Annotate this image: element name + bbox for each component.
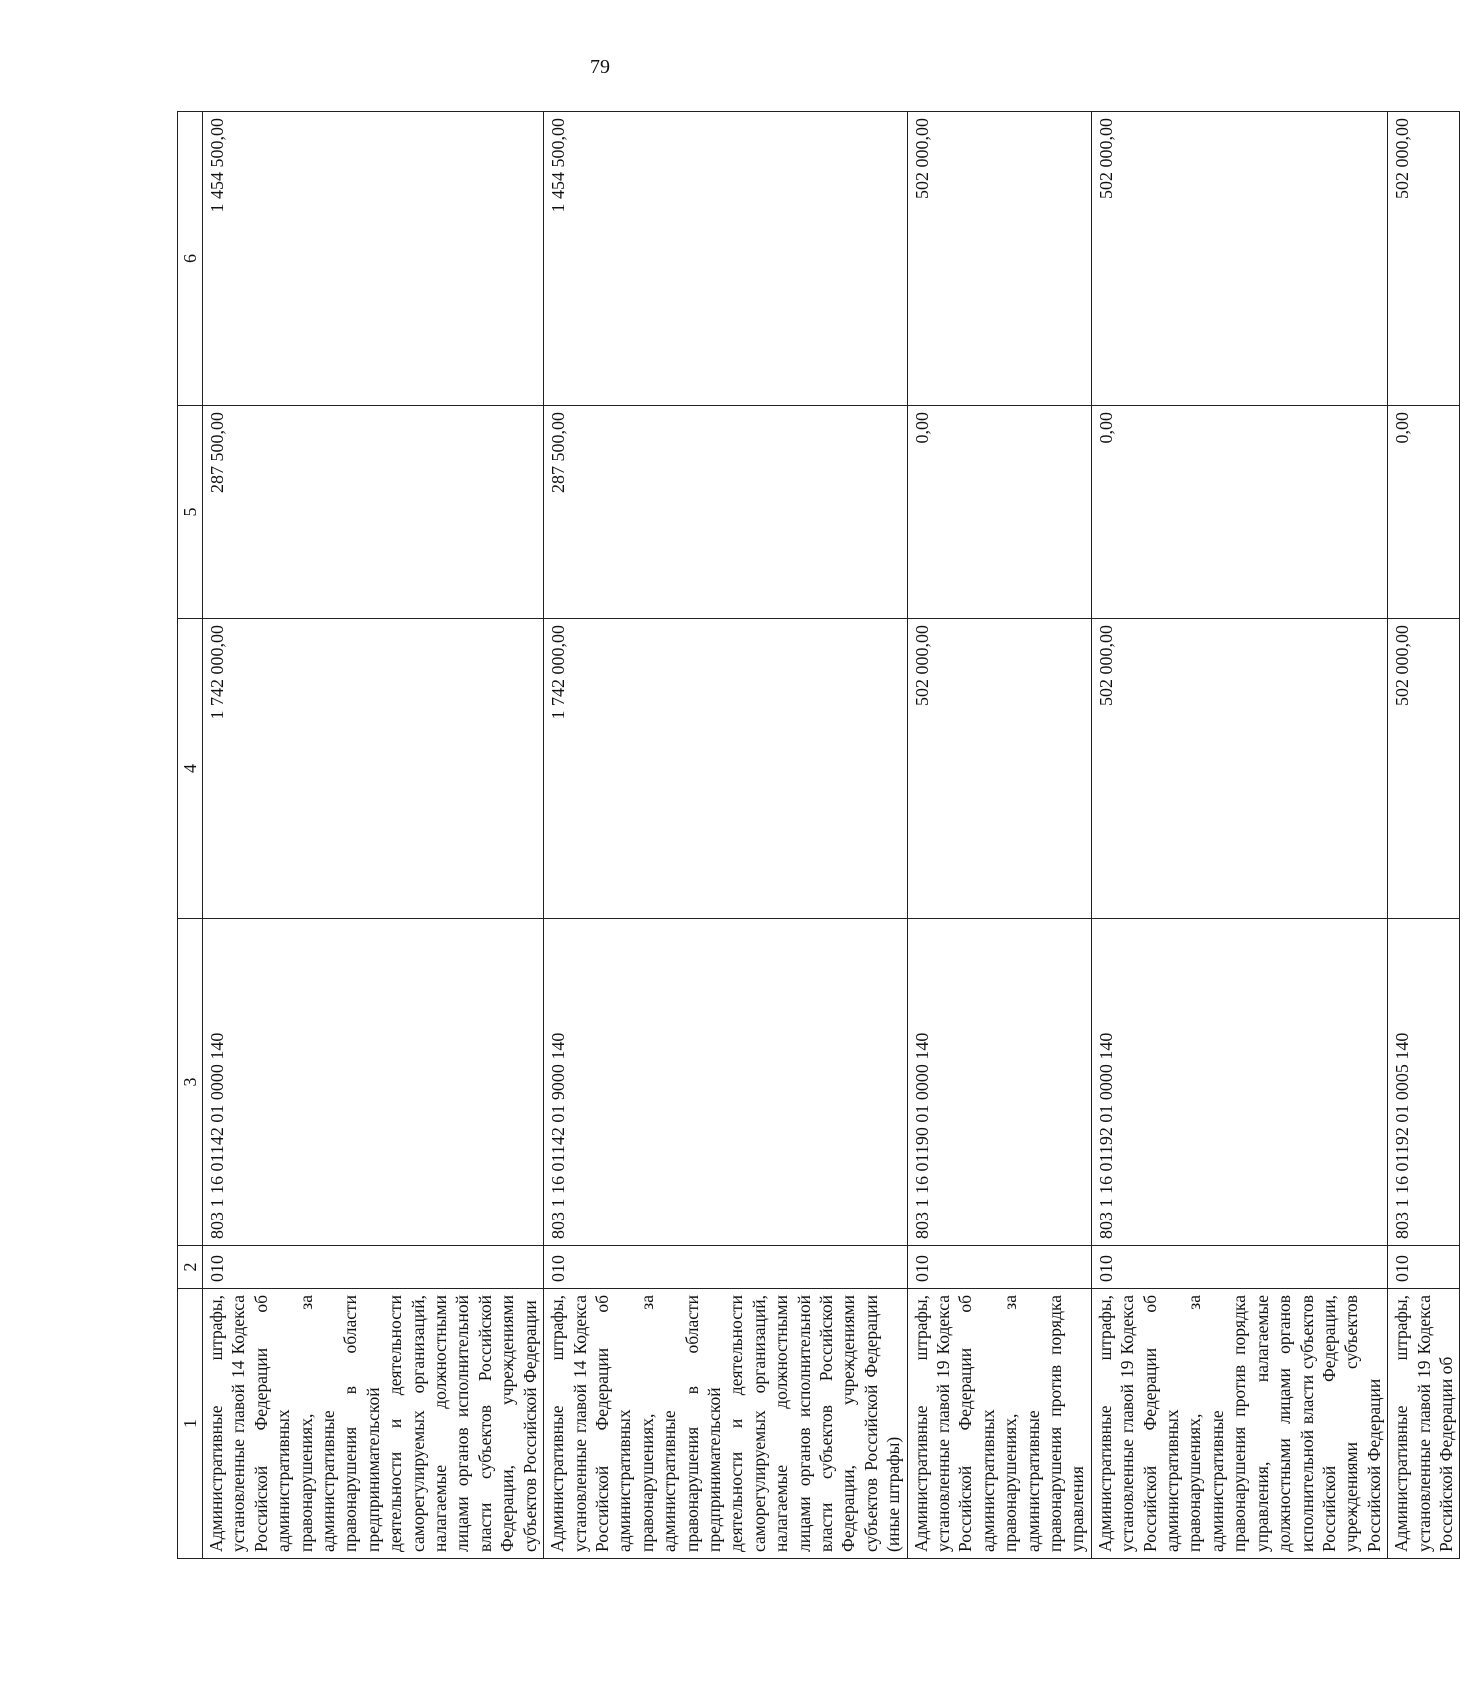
row-col4-amount: 502 000,00 bbox=[1091, 619, 1387, 919]
row-col5-amount: 0,00 bbox=[1388, 406, 1460, 619]
row-col4-amount: 502 000,00 bbox=[1388, 619, 1460, 919]
row-col6-amount: 1 454 500,00 bbox=[203, 112, 544, 406]
table-row bbox=[203, 112, 544, 1559]
header-col-6: 6 bbox=[178, 112, 203, 406]
row-line-code: 010 bbox=[1388, 1246, 1460, 1289]
row-budget-code: 803 1 16 01142 01 9000 140 bbox=[544, 919, 908, 1246]
row-description: Административные штрафы, установленные главой 19 Кодекса Российской Федерации об bbox=[1388, 1289, 1460, 1559]
row-col4-amount: 1 742 000,00 bbox=[544, 619, 908, 919]
row-col5-amount: 0,00 bbox=[907, 406, 1091, 619]
row-budget-code: 803 1 16 01142 01 0000 140 bbox=[203, 919, 544, 1246]
header-col-2: 2 bbox=[178, 1246, 203, 1289]
row-line-code: 010 bbox=[544, 1246, 908, 1289]
row-line-code: 010 bbox=[203, 1246, 544, 1289]
row-description: Административные штрафы, установленные главой 19 Кодекса Российской Федерации об административных правонарушениях, за административные правонарушения против порядка управления bbox=[907, 1289, 1091, 1559]
table-row bbox=[1091, 112, 1387, 1559]
row-budget-code: 803 1 16 01192 01 0005 140 bbox=[1388, 919, 1460, 1246]
header-col-1: 1 bbox=[178, 1289, 203, 1559]
budget-table bbox=[177, 111, 1460, 1559]
row-col6-amount: 1 454 500,00 bbox=[544, 112, 908, 406]
row-line-code: 010 bbox=[907, 1246, 1091, 1289]
row-col6-amount: 502 000,00 bbox=[1091, 112, 1387, 406]
page-number: 79 bbox=[590, 56, 610, 78]
table-row bbox=[1388, 112, 1460, 1559]
row-col6-amount: 502 000,00 bbox=[907, 112, 1091, 406]
rotated-table-frame bbox=[177, 112, 1456, 1559]
row-line-code: 010 bbox=[1091, 1246, 1387, 1289]
row-col6-amount: 502 000,00 bbox=[1388, 112, 1460, 406]
row-budget-code: 803 1 16 01190 01 0000 140 bbox=[907, 919, 1091, 1246]
table-row bbox=[544, 112, 908, 1559]
row-col5-amount: 287 500,00 bbox=[544, 406, 908, 619]
header-col-5: 5 bbox=[178, 406, 203, 619]
table-header-row bbox=[178, 112, 203, 1559]
row-col4-amount: 1 742 000,00 bbox=[203, 619, 544, 919]
row-description: Административные штрафы, установленные главой 14 Кодекса Российской Федерации об административных правонарушениях, за административные правонарушения в области предпринимательской деятельности и деятельности саморегулируемых организаций, налагаемые должностными лицами органов исполнительной власти субъектов Российской Федерации, учреждениями субъектов Российской Федерации (иные штрафы) bbox=[544, 1289, 908, 1559]
header-col-3: 3 bbox=[178, 919, 203, 1246]
row-col5-amount: 287 500,00 bbox=[203, 406, 544, 619]
header-col-4: 4 bbox=[178, 619, 203, 919]
table-row bbox=[907, 112, 1091, 1559]
row-description: Административные штрафы, установленные главой 19 Кодекса Российской Федерации об административных правонарушениях, за административные правонарушения против порядка управления, налагаемые должностными лицами органов исполнительной власти субъектов Российской Федерации, учреждениями субъектов Российской Федерации bbox=[1091, 1289, 1387, 1559]
row-budget-code: 803 1 16 01192 01 0000 140 bbox=[1091, 919, 1387, 1246]
row-description: Административные штрафы, установленные главой 14 Кодекса Российской Федерации об административных правонарушениях, за административные правонарушения в области предпринимательской деятельности и деятельности саморегулируемых организаций, налагаемые должностными лицами органов исполнительной власти субъектов Российской Федерации, учреждениями субъектов Российской Федерации bbox=[203, 1289, 544, 1559]
rotated-table-content bbox=[177, 112, 1456, 1559]
row-col4-amount: 502 000,00 bbox=[907, 619, 1091, 919]
row-col5-amount: 0,00 bbox=[1091, 406, 1387, 619]
